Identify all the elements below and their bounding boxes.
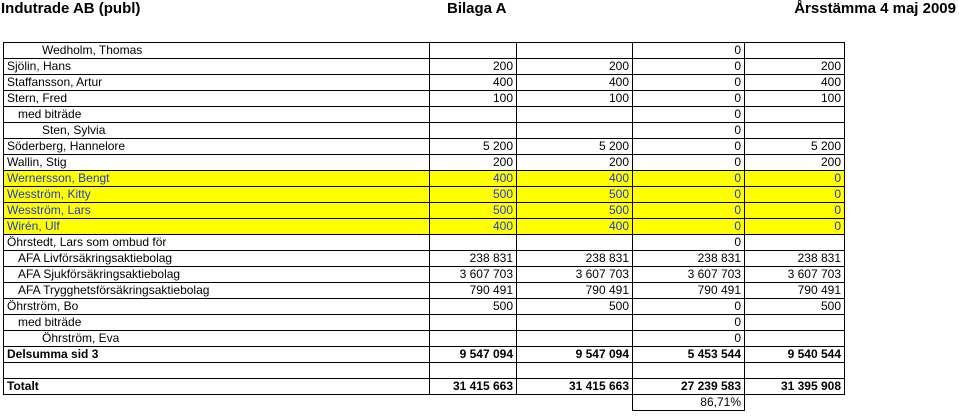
value-cell-1: 100: [430, 91, 517, 107]
table-row: [4, 267, 845, 283]
value-cell-3: 238 831: [633, 251, 745, 267]
value-cell-3: 0: [633, 235, 745, 251]
value-cell-4: 100: [745, 91, 845, 107]
value-cell-2: 500: [517, 299, 633, 315]
value-cell-2: [517, 363, 633, 379]
table-row: [4, 219, 845, 235]
value-cell-3: 0: [633, 331, 745, 347]
table-row: [4, 91, 845, 107]
row-label: [4, 395, 430, 411]
value-cell-4: [745, 363, 845, 379]
table-row: [4, 235, 845, 251]
value-cell-2: 3 607 703: [517, 267, 633, 283]
value-cell-2: [517, 315, 633, 331]
value-cell-1: 31 415 663: [430, 379, 517, 395]
value-cell-1: 500: [430, 299, 517, 315]
value-cell-3: 0: [633, 155, 745, 171]
row-label: Sten, Sylvia: [4, 123, 430, 139]
value-cell-3: 0: [633, 203, 745, 219]
row-label: Delsumma sid 3: [4, 347, 430, 363]
row-label: Wesström, Kitty: [4, 187, 430, 203]
value-cell-2: 9 547 094: [517, 347, 633, 363]
value-cell-1: 400: [430, 75, 517, 91]
value-cell-4: 0: [745, 187, 845, 203]
value-cell-1: [430, 363, 517, 379]
value-cell-4: 0: [745, 171, 845, 187]
row-label: Öhrström, Bo: [4, 299, 430, 315]
value-cell-3: 0: [633, 59, 745, 75]
value-cell-3: 0: [633, 123, 745, 139]
value-cell-3: [633, 363, 745, 379]
subtotal-row: [4, 347, 845, 363]
row-label: Öhrström, Eva: [4, 331, 430, 347]
value-cell-4: 400: [745, 75, 845, 91]
table-row: [4, 331, 845, 347]
value-cell-4: 9 540 544: [745, 347, 845, 363]
value-cell-1: [430, 331, 517, 347]
value-cell-1: 200: [430, 59, 517, 75]
value-cell-2: 400: [517, 75, 633, 91]
row-label: Staffansson, Artur: [4, 75, 430, 91]
value-cell-4: [745, 315, 845, 331]
row-label: Totalt: [4, 379, 430, 395]
row-label: AFA Sjukförsäkringsaktiebolag: [4, 267, 430, 283]
row-label: Öhrstedt, Lars som ombud för: [4, 235, 430, 251]
row-label: med biträde: [4, 107, 430, 123]
row-label: AFA Livförsäkringsaktiebolag: [4, 251, 430, 267]
percent-row: [4, 395, 845, 411]
value-cell-4: [745, 123, 845, 139]
company-name: Indutrade AB (publ): [1, 0, 141, 17]
value-cell-2: [517, 123, 633, 139]
row-label: [4, 363, 430, 379]
value-cell-4: 0: [745, 219, 845, 235]
value-cell-4: 200: [745, 59, 845, 75]
value-cell-3: 0: [633, 299, 745, 315]
appendix-title: Bilaga A: [447, 0, 507, 17]
row-label: Sjölin, Hans: [4, 59, 430, 75]
value-cell-1: 3 607 703: [430, 267, 517, 283]
value-cell-1: 200: [430, 155, 517, 171]
value-cell-2: 790 491: [517, 283, 633, 299]
value-cell-4: 500: [745, 299, 845, 315]
value-cell-1: [430, 315, 517, 331]
value-cell-3: 86,71%: [633, 395, 745, 411]
row-label: Wallin, Stig: [4, 155, 430, 171]
value-cell-2: 100: [517, 91, 633, 107]
table-row: [4, 123, 845, 139]
value-cell-1: 238 831: [430, 251, 517, 267]
row-label: Wirén, Ulf: [4, 219, 430, 235]
value-cell-1: [430, 107, 517, 123]
row-label: Wedholm, Thomas: [4, 43, 430, 59]
meeting-title: Årsstämma 4 maj 2009: [794, 0, 956, 17]
spacer-row: [4, 363, 845, 379]
table-row: [4, 155, 845, 171]
value-cell-2: [517, 235, 633, 251]
value-cell-3: 0: [633, 43, 745, 59]
value-cell-4: 31 395 908: [745, 379, 845, 395]
value-cell-1: [430, 235, 517, 251]
value-cell-3: 0: [633, 91, 745, 107]
value-cell-4: [745, 43, 845, 59]
table-row: [4, 75, 845, 91]
table-row: [4, 59, 845, 75]
value-cell-2: 200: [517, 59, 633, 75]
value-cell-2: 5 200: [517, 139, 633, 155]
value-cell-2: [517, 395, 633, 411]
table-row: [4, 43, 845, 59]
voting-table: [3, 42, 845, 411]
table-row: [4, 139, 845, 155]
value-cell-1: 790 491: [430, 283, 517, 299]
value-cell-2: 200: [517, 155, 633, 171]
value-cell-3: 0: [633, 139, 745, 155]
value-cell-4: 0: [745, 203, 845, 219]
value-cell-2: 500: [517, 187, 633, 203]
row-label: Söderberg, Hannelore: [4, 139, 430, 155]
value-cell-2: 238 831: [517, 251, 633, 267]
value-cell-2: [517, 107, 633, 123]
value-cell-3: 27 239 583: [633, 379, 745, 395]
value-cell-3: 790 491: [633, 283, 745, 299]
table-row: [4, 187, 845, 203]
table-row: [4, 203, 845, 219]
row-label: Stern, Fred: [4, 91, 430, 107]
value-cell-4: [745, 235, 845, 251]
value-cell-1: 9 547 094: [430, 347, 517, 363]
value-cell-2: 400: [517, 219, 633, 235]
value-cell-3: 0: [633, 107, 745, 123]
value-cell-4: 200: [745, 155, 845, 171]
value-cell-3: 0: [633, 315, 745, 331]
total-row: [4, 379, 845, 395]
value-cell-1: 400: [430, 171, 517, 187]
table-row: [4, 251, 845, 267]
value-cell-4: 5 200: [745, 139, 845, 155]
value-cell-4: [745, 395, 845, 411]
value-cell-3: 0: [633, 171, 745, 187]
value-cell-2: [517, 331, 633, 347]
value-cell-1: [430, 395, 517, 411]
value-cell-3: 0: [633, 75, 745, 91]
row-label: Wernersson, Bengt: [4, 171, 430, 187]
value-cell-4: 238 831: [745, 251, 845, 267]
value-cell-4: [745, 107, 845, 123]
value-cell-1: 5 200: [430, 139, 517, 155]
row-label: AFA Trygghetsförsäkringsaktiebolag: [4, 283, 430, 299]
value-cell-4: 3 607 703: [745, 267, 845, 283]
table-row: [4, 107, 845, 123]
value-cell-3: 0: [633, 219, 745, 235]
value-cell-1: 500: [430, 203, 517, 219]
row-label: Wesström, Lars: [4, 203, 430, 219]
page-header: [0, 0, 959, 24]
table-row: [4, 315, 845, 331]
table-row: [4, 299, 845, 315]
table-row: [4, 283, 845, 299]
value-cell-2: 500: [517, 203, 633, 219]
value-cell-2: 31 415 663: [517, 379, 633, 395]
value-cell-3: 5 453 544: [633, 347, 745, 363]
value-cell-3: 3 607 703: [633, 267, 745, 283]
value-cell-1: [430, 43, 517, 59]
value-cell-3: 0: [633, 187, 745, 203]
table-row: [4, 171, 845, 187]
value-cell-2: 400: [517, 171, 633, 187]
value-cell-2: [517, 43, 633, 59]
row-label: med biträde: [4, 315, 430, 331]
value-cell-1: [430, 123, 517, 139]
value-cell-1: 400: [430, 219, 517, 235]
value-cell-4: [745, 331, 845, 347]
value-cell-4: 790 491: [745, 283, 845, 299]
value-cell-1: 500: [430, 187, 517, 203]
